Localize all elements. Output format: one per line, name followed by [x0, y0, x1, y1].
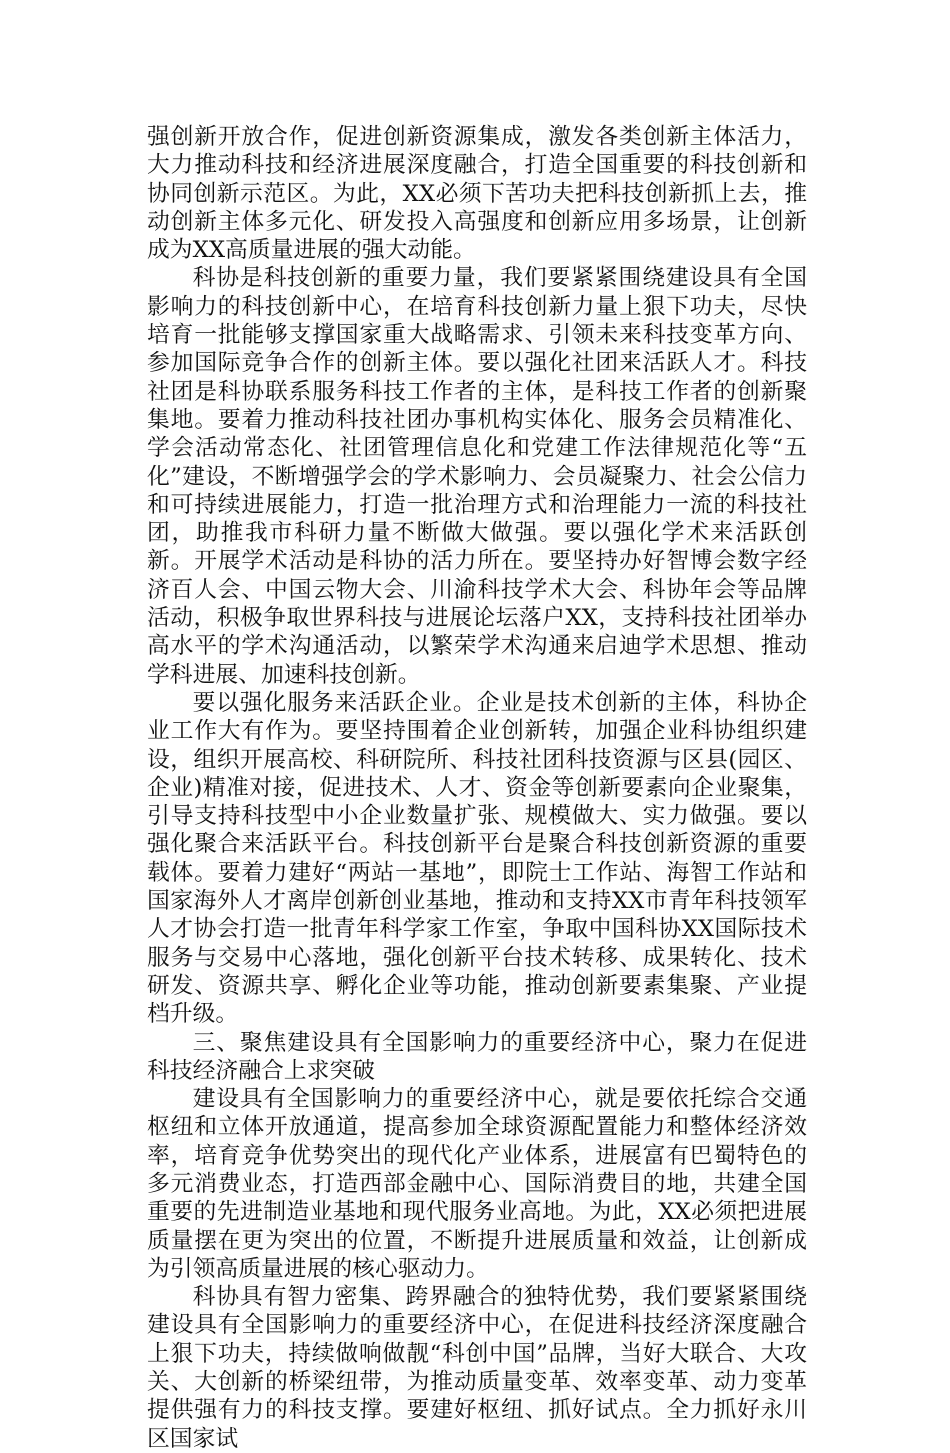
document-body	[147, 123, 807, 1453]
paragraph-1: 强创新开放合作，促进创新资源集成，激发各类创新主体活力，大力推动科技和经济进展深度融合，打造全国重要的科技创新和协同创新示范区。为此，XX必须下苦功夫把科技创新抓上去，推动创新主体多元化、研发投入高强度和创新应用多场景，让创新成为XX高质量进展的强大动能。	[147, 124, 807, 264]
paragraph-4: 建设具有全国影响力的重要经济中心，就是要依托综合交通枢纽和立体开放通道，提高参加全球资源配置能力和整体经济效率，培育竞争优势突出的现代化产业体系，进展富有巴蜀特色的多元消费业态，打造西部金融中心、国际消费目的地，共建全国重要的先进制造业基地和现代服务业高地。为此，XX必须把进展质量摆在更为突出的位置，不断提升进展质量和效益，让创新成为引领高质量进展的核心驱动力。	[147, 1086, 807, 1282]
paragraph-3: 要以强化服务来活跃企业。企业是技术创新的主体，科协企业工作大有作为。要坚持围着企业创新转，加强企业科协组织建设，组织开展高校、科研院所、科技社团科技资源与区县(园区、企业)精准对接，促进技术、人才、资金等创新要素向企业聚集，引导支持科技型中小企业数量扩张、规模做大、实力做强。要以强化聚合来活跃平台。科技创新平台是聚合科技创新资源的重要载体。要着力建好“两站一基地”，即院士工作站、海智工作站和国家海外人才离岸创新创业基地，推动和支持XX市青年科技领军人才协会打造一批青年科学家工作室，争取中国科协XX国际技术服务与交易中心落地，强化创新平台技术转移、成果转化、技术研发、资源共享、孵化企业等功能，推动创新要素集聚、产业提档升级。	[147, 689, 807, 1028]
section-heading-3: 三、聚焦建设具有全国影响力的重要经济中心，聚力在促进科技经济融合上求突破	[147, 1029, 807, 1084]
paragraph-5: 科协具有智力密集、跨界融合的独特优势，我们要紧紧围绕建设具有全国影响力的重要经济中心，在促进科技经济深度融合上狠下功夫，持续做响做靓“科创中国”品牌，当好大联合、大攻关、大创新的桥梁纽带，为推动质量变革、效率变革、动力变革提供强有力的科技支撑。要建好枢纽、抓好试点。全力抓好永川区国家试	[147, 1284, 807, 1452]
paragraph-2: 科协是科技创新的重要力量，我们要紧紧围绕建设具有全国影响力的科技创新中心，在培育科技创新力量上狠下功夫，尽快培育一批能够支撑国家重大战略需求、引领未来科技变革方向、参加国际竞争合作的创新主体。要以强化社团来活跃人才。科技社团是科协联系服务科技工作者的主体，是科技工作者的创新聚集地。要着力推动科技社团办事机构实体化、服务会员精准化、学会活动常态化、社团管理信息化和党建工作法律规范化等“五化”建设，不断增强学会的学术影响力、会员凝聚力、社会公信力和可持续进展能力，打造一批治理方式和治理能力一流的科技社团，助推我市科研力量不断做大做强。要以强化学术来活跃创新。开展学术活动是科协的活力所在。要坚持办好智博会数字经济百人会、中国云物大会、川渝科技学术大会、科协年会等品牌活动，积极争取世界科技与进展论坛落户XX，支持科技社团举办高水平的学术沟通活动，以繁荣学术沟通来启迪学术思想、推动学科进展、加速科技创新。	[147, 265, 807, 688]
